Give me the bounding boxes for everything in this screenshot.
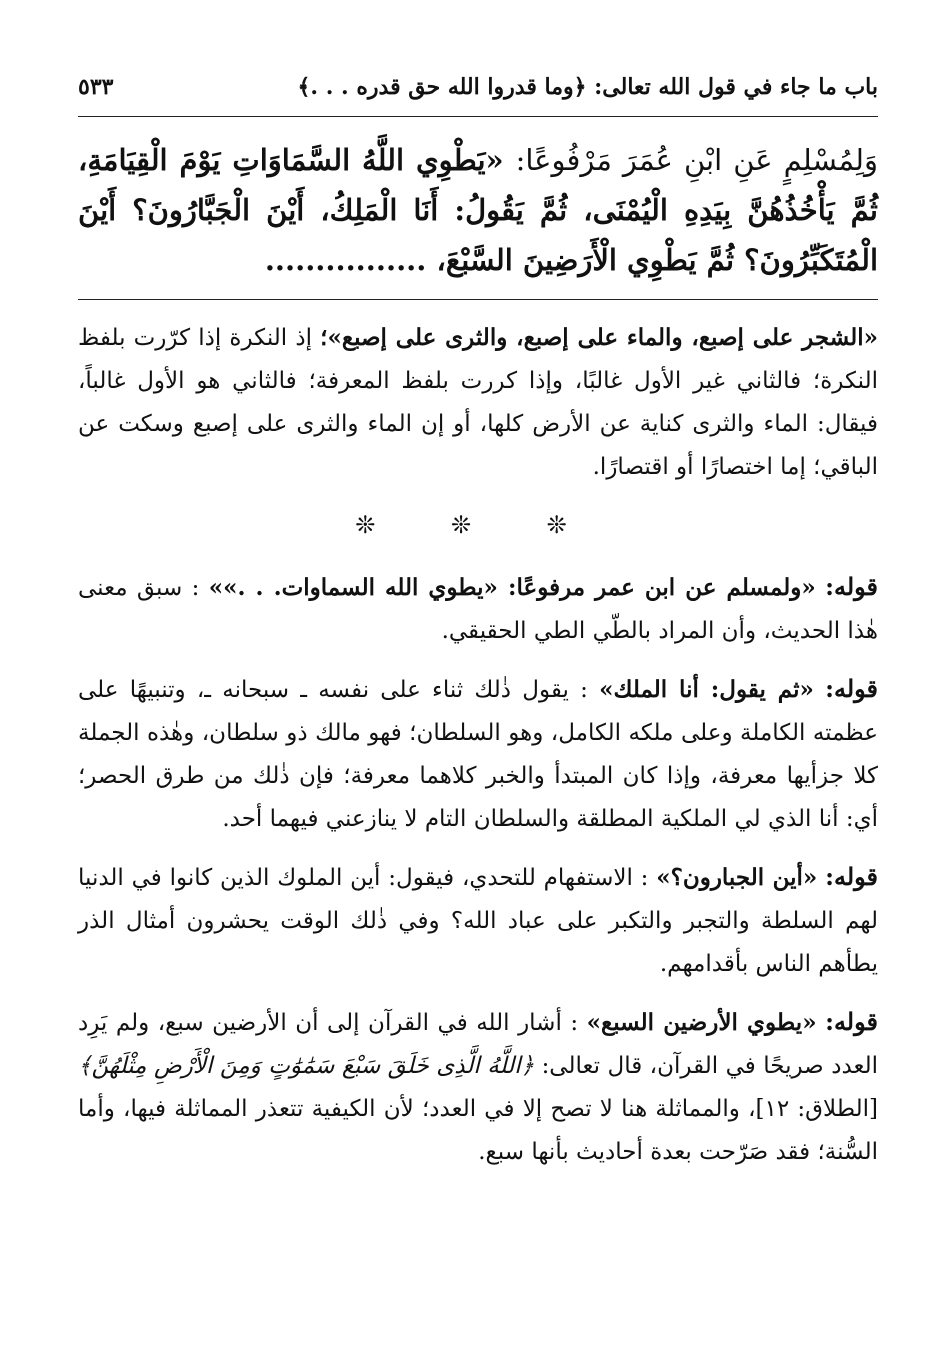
commentary-lead: قوله: bbox=[825, 1007, 878, 1036]
commentary-quote: «يطوي الأرضين السبع» bbox=[586, 1009, 817, 1036]
commentary-quote: «ولمسلم عن ابن عمر مرفوعًا: «يطوي الله السماوات. . .»» bbox=[208, 574, 816, 601]
commentary-body-end: [الطلاق: ١٢]، والمماثلة هنا لا تصح إلا في العدد؛ لأن الكيفية تتعذر المماثلة فيها، وأما السُّنة؛ فقد صَرّحت بعدة أحاديث بأنها سبع. bbox=[78, 1096, 878, 1165]
commentary-lead: قوله: bbox=[825, 862, 879, 891]
commentary-body: : يقول ذٰلك ثناء على نفسه ـ سبحانه ـ، وتنبيهًا على عظمته الكاملة وعلى ملكه الكامل، وهو السلطان؛ فهو مالك ذو سلطان، وهٰذه الجملة كلا جزأيها معرفة، وإذا كان المبتدأ والخبر كلاهما معرفة؛ فإن ذٰلك من طرق الحصر؛ أي: أنا الذي لي الملكية المطلقة والسلطان التام لا ينازعني فيهما أحد. bbox=[78, 677, 878, 832]
commentary-paragraph bbox=[78, 565, 878, 653]
footnote-continuation bbox=[78, 316, 878, 489]
commentary-lead: قوله: bbox=[825, 572, 879, 601]
footnote-text: إذ النكرة إذا كرّرت بلفظ النكرة؛ فالثاني غير الأول غالبًا، وإذا كررت بلفظ المعرفة؛ فالثاني هو الأول غالباً، فيقال: الماء والثرى كناية عن الأرض كلها، أو إن الماء والثرى على إصبع وسكت عن الباقي؛ إما اختصارًا أو اقتصارًا. bbox=[78, 325, 878, 480]
commentary-paragraph bbox=[78, 855, 878, 986]
hadith-body: «يَطْوِي اللَّهُ السَّمَاوَاتِ يَوْمَ الْقِيَامَةِ، ثُمَّ يَأْخُذُهُنَّ بِيَدِهِ الْيُمْنَى، ثُمَّ يَقُولُ: أَنَا الْمَلِكُ، أَيْنَ الْجَبَّارُونَ؟ أَيْنَ الْمُتَكَبِّرُونَ؟ ثُمَّ يَطْوِي الْأَرَضِينَ السَّبْعَ، bbox=[78, 143, 878, 277]
commentary-body: : سبق معنى هٰذا الحديث، وأن المراد بالطّي الطي الحقيقي. bbox=[78, 575, 878, 644]
book-page bbox=[78, 60, 878, 1188]
hadith-intro: وَلِمُسْلِمٍ عَنِ ابْنِ عُمَرَ مَرْفُوعًا: bbox=[515, 143, 878, 177]
hadith-text-block bbox=[78, 135, 878, 300]
section-separator: ❊ ❊ ❊ bbox=[355, 511, 601, 539]
hadith-continuation-dots: ................ bbox=[264, 243, 427, 277]
footnote-quote: «الشجر على إصبع، والماء على إصبع، والثرى على إصبع»؛ bbox=[320, 324, 879, 351]
commentary-paragraph bbox=[78, 667, 878, 841]
page-number: ٥٣٣ bbox=[78, 74, 114, 100]
commentary-lead: قوله: bbox=[825, 674, 879, 703]
chapter-title: باب ما جاء في قول الله تعالى: ﴿وما قدروا الله حق قدره . . .﴾ bbox=[297, 74, 878, 100]
running-header bbox=[78, 60, 878, 117]
commentary-paragraph bbox=[78, 1000, 878, 1174]
commentary-quote: «أين الجبارون؟» bbox=[656, 864, 818, 891]
commentary-quote: «ثم يقول: أنا الملك» bbox=[599, 676, 814, 703]
quran-verse: ﴿اللَّهُ الَّذِى خَلَقَ سَبْعَ سَمَٰوَٰتٍ وَمِنَ الْأَرْضِ مِثْلَهُنَّ﴾ bbox=[78, 1053, 535, 1079]
commentary-body: : الاستفهام للتحدي، فيقول: أين الملوك الذين كانوا في الدنيا لهم السلطة والتجبر والتكبر على عباد الله؟ وفي ذٰلك الوقت يحشرون أمثال الذر يطأهم الناس بأقدامهم. bbox=[78, 865, 878, 977]
commentary-body: : أشار الله في القرآن إلى أن الأرضين سبع، ولم يَرِد العدد صريحًا في القرآن، قال تعالى: bbox=[78, 1010, 879, 1079]
